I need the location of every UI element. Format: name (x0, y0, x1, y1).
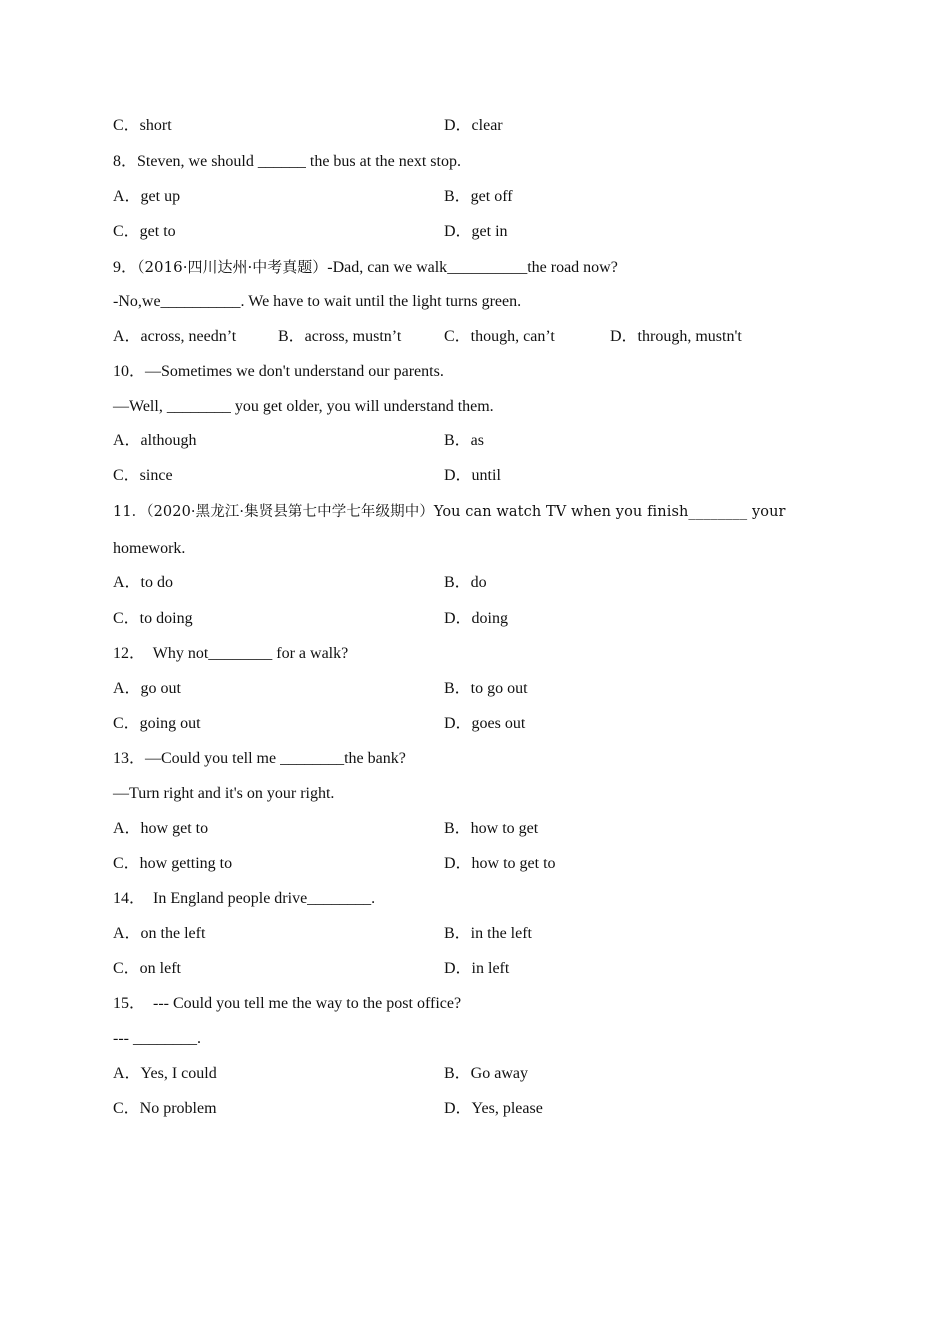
q12-option-c: C．going out (113, 715, 201, 732)
q8-option-b: B．get off (444, 188, 513, 205)
q15-option-c: C．No problem (113, 1100, 217, 1117)
q10-line-2: —Well, ________ you get older, you will understand them. (113, 398, 494, 415)
q13-line-2: —Turn right and it's on your right. (113, 785, 335, 802)
q15-line-2: --- ________. (113, 1030, 201, 1047)
q11-line-2: homework. (113, 540, 186, 557)
q13-option-d: D．how to get to (444, 855, 556, 872)
q8-option-d: D．get in (444, 223, 508, 240)
q10-stem: 10．—Sometimes we don't understand our parents. (113, 363, 444, 380)
q9-stem (113, 257, 618, 278)
q9-number: 9． (113, 259, 138, 276)
q9-source: （2016·四川达州·中考真题） (137, 258, 328, 276)
q12-option-d: D．goes out (444, 715, 526, 732)
q8-stem: 8．Steven, we should ______ the bus at the next stop. (113, 153, 461, 170)
q11-option-a: A．to do (113, 574, 174, 591)
q10-option-c: C．since (113, 467, 173, 484)
q10-option-b: B．as (444, 432, 485, 449)
q8-option-c: C．get to (113, 223, 176, 240)
q13-option-b: B．how to get (444, 820, 539, 837)
q10-option-a: A．although (113, 432, 197, 449)
q12-option-b: B．to go out (444, 680, 528, 697)
q14-option-b: B．in the left (444, 925, 532, 942)
q9-option-d: D．through, mustn't (610, 328, 742, 345)
q8-option-a: A．get up (113, 188, 181, 205)
q11-option-c: C．to doing (113, 610, 193, 627)
q9-option-c: C．though, can’t (444, 328, 555, 345)
q14-stem: 14． In England people drive________. (113, 890, 376, 907)
q7-option-c: C．short (113, 117, 172, 134)
q15-option-d: D．Yes, please (444, 1100, 543, 1117)
q10-option-d: D．until (444, 467, 501, 484)
q11-option-d: D．doing (444, 610, 509, 627)
q11-option-b: B．do (444, 574, 487, 591)
q15-option-b: B．Go away (444, 1065, 528, 1082)
q12-option-a: A．go out (113, 680, 182, 697)
q9-stem-b: the road now? (527, 259, 618, 276)
q14-option-c: C．on left (113, 960, 181, 977)
q9-line2-a: -No,we (113, 293, 161, 310)
q13-stem: 13．—Could you tell me ________the bank? (113, 750, 406, 767)
q9-line-2 (113, 292, 521, 312)
q9-option-b: B．across, mustn’t (278, 328, 402, 345)
q9-blank-1: __________ (447, 259, 528, 276)
q7-option-d: D．clear (444, 117, 503, 134)
q15-stem: 15． --- Could you tell me the way to the post office? (113, 995, 462, 1012)
q15-option-a: A．Yes, I could (113, 1065, 217, 1082)
q13-option-c: C．how getting to (113, 855, 233, 872)
q14-option-d: D．in left (444, 960, 510, 977)
q14-option-a: A．on the left (113, 925, 206, 942)
q9-line2-b: . We have to wait until the light turns green. (240, 293, 522, 310)
q11-stem: 11．（2020·黑龙江·集贤县第七中学七年级期中）You can watch TV when you finish________ your (113, 504, 786, 520)
q9-blank-2: __________ (160, 293, 241, 310)
q13-option-a: A．how get to (113, 820, 209, 837)
q9-stem-a: -Dad, can we walk (327, 259, 448, 276)
q12-stem: 12． Why not________ for a walk? (113, 645, 349, 662)
q9-option-a: A．across, needn’t (113, 328, 237, 345)
